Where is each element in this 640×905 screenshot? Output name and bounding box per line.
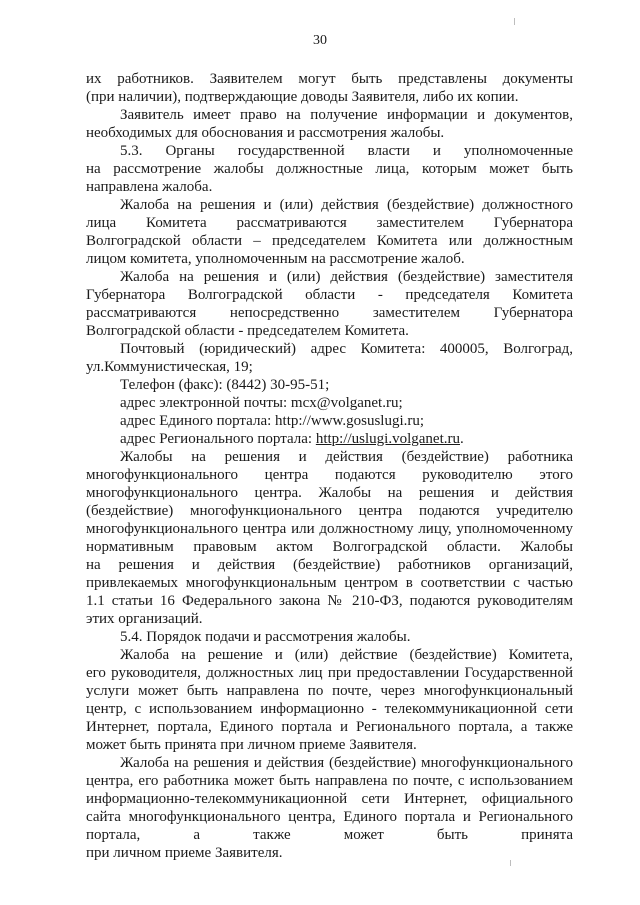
text-line bbox=[120, 754, 573, 772]
text-line-content: нормативным правовым актом Волгоградской области. Жалобы bbox=[86, 539, 573, 555]
text-line-content: Волгоградской области - председателем Комитета. bbox=[86, 323, 409, 339]
text-line-content: адрес Единого портала: http://www.gosuslugi.ru; bbox=[120, 413, 425, 429]
text-line-content: 5.4. Порядок подачи и рассмотрения жалобы. bbox=[120, 629, 411, 645]
text-line-content: Жалоба на решения и действия (бездействие) многофункционального bbox=[120, 755, 573, 771]
text-line-content: Жалобы на решения и действия (бездействие) работника bbox=[120, 449, 573, 465]
scan-mark bbox=[514, 18, 515, 25]
text-line bbox=[86, 574, 573, 592]
text-line bbox=[86, 322, 573, 340]
text-line bbox=[86, 610, 573, 628]
text-line bbox=[86, 844, 573, 862]
text-line-content: Жалоба на решения и (или) действия (бездействие) должностного bbox=[120, 197, 573, 213]
text-line-content: Почтовый (юридический) адрес Комитета: 400005, Волгоград, bbox=[120, 341, 573, 357]
text-line bbox=[86, 286, 573, 304]
text-line-content: 5.3. Органы государственной власти и уполномоченные bbox=[120, 143, 573, 159]
text-line-content: Губернатора Волгоградской области - председателя Комитета bbox=[86, 287, 573, 303]
text-line-content: на рассмотрение жалобы должностные лица, которым может быть bbox=[86, 161, 573, 177]
text-line bbox=[120, 268, 573, 286]
text-line-content: может быть принята при личном приеме Заявителя. bbox=[86, 737, 417, 753]
text-line-content: Интернет, портала, Единого портала и Регионального портала, а также bbox=[86, 719, 573, 735]
text-line-content: центр, с использованием информационно - телекоммуникационной сети bbox=[86, 701, 573, 717]
text-line bbox=[86, 124, 573, 142]
page-number: 30 bbox=[313, 33, 327, 48]
text-line bbox=[86, 466, 573, 484]
text-line bbox=[86, 790, 573, 808]
text-line bbox=[120, 628, 573, 646]
regional-portal-link[interactable]: http://uslugi.volganet.ru bbox=[315, 431, 460, 447]
text-line bbox=[86, 772, 573, 790]
text-line-content: Телефон (факс): (8442) 30-95-51; bbox=[120, 377, 330, 393]
text-line-content: лица Комитета рассматриваются заместителем Губернатора bbox=[86, 215, 573, 231]
text-line bbox=[120, 448, 573, 466]
text-line-content: (при наличии), подтверждающие доводы Заявителя, либо их копии. bbox=[86, 89, 519, 105]
text-line bbox=[86, 160, 573, 178]
text-line-content: услуги может быть направлена по почте, через многофункциональный bbox=[86, 683, 573, 699]
text-line bbox=[86, 358, 573, 376]
text-line bbox=[86, 250, 573, 268]
text-line-content: многофункционального центра. Жалобы на решения и действия bbox=[86, 485, 573, 501]
text-line bbox=[86, 556, 573, 574]
text-line bbox=[86, 682, 573, 700]
text-line bbox=[86, 592, 573, 610]
text-line-content: адрес электронной почты: mcx@volganet.ru; bbox=[120, 395, 403, 411]
text-line-content: сайта многофункционального центра, Единого портала и Регионального bbox=[86, 809, 573, 825]
text-line bbox=[86, 520, 573, 538]
text-line bbox=[120, 106, 573, 124]
text-line-content: при личном приеме Заявителя. bbox=[86, 845, 283, 861]
text-line bbox=[86, 538, 573, 556]
text-line-content: портала, а также может быть принята bbox=[86, 827, 573, 843]
text-line bbox=[120, 430, 573, 448]
text-line bbox=[86, 178, 573, 196]
text-line-content: направлена жалоба. bbox=[86, 179, 213, 195]
text-line bbox=[86, 70, 573, 88]
text-line bbox=[120, 412, 573, 430]
text-line bbox=[120, 142, 573, 160]
text-line bbox=[86, 664, 573, 682]
text-line bbox=[86, 700, 573, 718]
text-line-content: их работников. Заявителем могут быть представлены документы bbox=[86, 71, 573, 87]
text-line-content: его руководителя, должностных лиц при предоставлении Государственной bbox=[86, 665, 573, 681]
text-line-content: лицом комитета, уполномоченным на рассмотрение жалоб. bbox=[86, 251, 465, 267]
text-line-content: Жалоба на решения и (или) действия (бездействие) заместителя bbox=[120, 269, 573, 285]
text-line-content: 1.1 статьи 16 Федерального закона № 210-ФЗ, подаются руководителям bbox=[86, 593, 573, 609]
text-line-content: центра, его работника может быть направлена по почте, с использованием bbox=[86, 773, 573, 789]
text-line bbox=[86, 214, 573, 232]
text-line bbox=[86, 808, 573, 826]
text-line bbox=[86, 826, 573, 844]
text-line-content: на решения и действия (бездействие) работников организаций, bbox=[86, 557, 573, 573]
text-line-content: (бездействие) многофункционального центра подаются учредителю bbox=[86, 503, 573, 519]
text-line-content: многофункционального центра или должностному лицу, уполномоченному bbox=[86, 521, 573, 537]
text-line-content: Жалоба на решение и (или) действие (бездействие) Комитета, bbox=[120, 647, 573, 663]
text-line bbox=[120, 340, 573, 358]
text-line-content: привлекаемых многофункциональным центром в соответствии с частью bbox=[86, 575, 573, 591]
text-line-content: Волгоградской области – председателем Комитета или должностным bbox=[86, 233, 573, 249]
text-line bbox=[86, 502, 573, 520]
text-line bbox=[86, 718, 573, 736]
text-line-content: информационно-телекоммуникационной сети Интернет, официального bbox=[86, 791, 573, 807]
text-line bbox=[120, 646, 573, 664]
text-line bbox=[120, 394, 573, 412]
text-line bbox=[120, 196, 573, 214]
text-line-content: Заявитель имеет право на получение информации и документов, bbox=[120, 107, 573, 123]
text-line-content: рассматриваются непосредственно заместителем Губернатора bbox=[86, 305, 573, 321]
text-line-content: этих организаций. bbox=[86, 611, 203, 627]
scan-mark bbox=[510, 860, 511, 866]
text-line-content: многофункционального центра подаются руководителю этого bbox=[86, 467, 573, 483]
text-line-content: адрес Регионального портала: bbox=[120, 431, 316, 447]
text-line bbox=[86, 304, 573, 322]
text-line bbox=[120, 376, 573, 394]
text-line bbox=[86, 232, 573, 250]
text-line-suffix: . bbox=[459, 431, 464, 447]
text-line-content: ул.Коммунистическая, 19; bbox=[86, 359, 253, 375]
text-line bbox=[86, 736, 573, 754]
text-line-content: необходимых для обоснования и рассмотрения жалобы. bbox=[86, 125, 445, 141]
text-line bbox=[86, 484, 573, 502]
text-line bbox=[86, 88, 573, 106]
